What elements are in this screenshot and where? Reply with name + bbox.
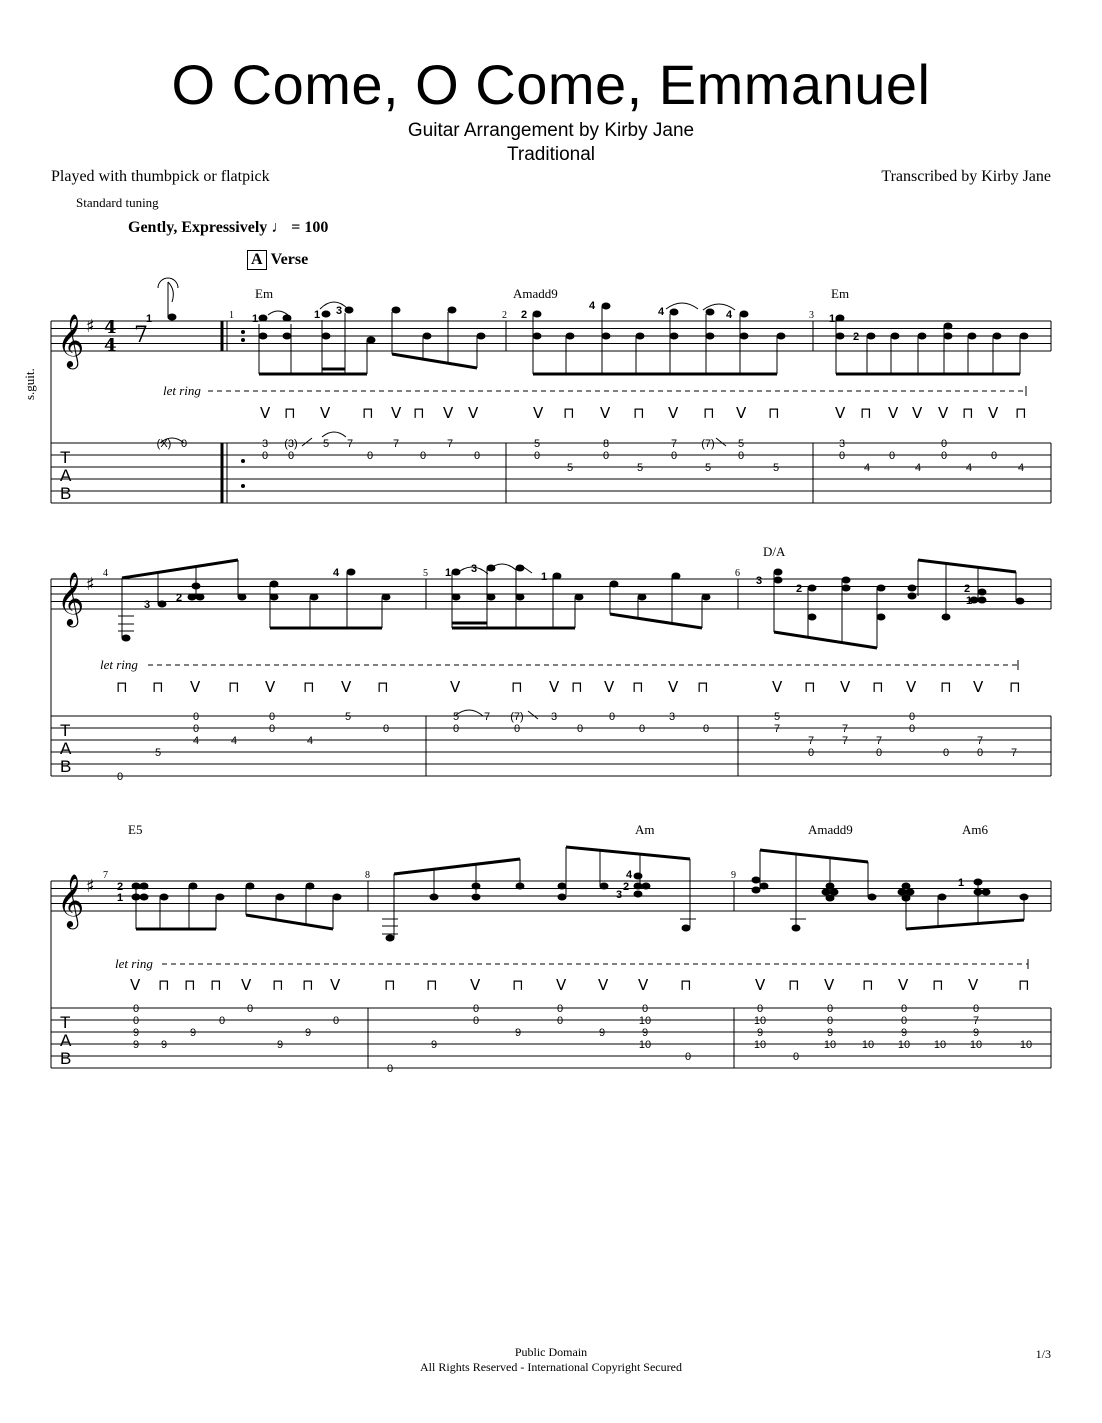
- tab-number: 5: [704, 462, 712, 474]
- svg-text:A: A: [60, 739, 72, 758]
- tab-number: 5: [636, 462, 644, 474]
- measure-number: 6: [735, 568, 740, 579]
- svg-text:7: 7: [976, 735, 984, 747]
- svg-text:7: 7: [875, 735, 883, 747]
- svg-text:3: 3: [550, 711, 558, 723]
- svg-text:0: 0: [332, 1015, 340, 1027]
- svg-text:⊓: ⊓: [563, 404, 575, 422]
- chord-name: Em: [255, 286, 274, 301]
- svg-text:1: 1: [146, 313, 153, 325]
- svg-text:⊓: ⊓: [511, 678, 523, 696]
- svg-text:3: 3: [144, 599, 151, 611]
- svg-text:2: 2: [796, 583, 803, 595]
- tab-clef-icon: [60, 448, 72, 1068]
- composer: Traditional: [506, 144, 595, 165]
- svg-text:V: V: [736, 404, 747, 422]
- tab-number: 0: [737, 450, 745, 462]
- svg-text:3: 3: [756, 575, 763, 587]
- svg-text:0: 0: [976, 747, 984, 759]
- svg-text:2: 2: [176, 592, 183, 604]
- svg-text:B: B: [60, 757, 72, 776]
- svg-text:V: V: [260, 404, 271, 422]
- svg-text:0: 0: [452, 723, 460, 735]
- tab-number: (3): [284, 438, 298, 450]
- svg-text:2: 2: [521, 309, 528, 321]
- ledger-lines: [118, 616, 806, 934]
- tab-number: 0: [888, 450, 896, 462]
- svg-text:7: 7: [972, 1015, 980, 1027]
- svg-text:V: V: [549, 678, 560, 696]
- tab-number: 0: [287, 450, 295, 462]
- svg-text:0: 0: [192, 711, 200, 723]
- svg-text:1: 1: [958, 877, 965, 889]
- svg-text:9: 9: [132, 1039, 140, 1051]
- svg-text:⊓: ⊓: [962, 404, 974, 422]
- key-signature-sharp: ♯: [86, 876, 95, 897]
- svg-text:9: 9: [641, 1027, 649, 1039]
- tab-number: 3: [261, 438, 269, 450]
- svg-text:9: 9: [160, 1039, 168, 1051]
- copyright-line-1: Public Domain: [514, 1345, 588, 1359]
- copyright-line-2: All Rights Reserved - International Copyright Secured: [420, 1360, 682, 1374]
- svg-text:⊓: ⊓: [1015, 404, 1027, 422]
- tab-number: 5: [566, 462, 574, 474]
- svg-text:9: 9: [900, 1027, 908, 1039]
- svg-text:⊓: ⊓: [152, 678, 164, 696]
- measure-number: 2: [502, 310, 507, 321]
- tab-number: 0: [990, 450, 998, 462]
- eighth-rest-icon: 7: [134, 323, 148, 348]
- tab-number: 0: [261, 450, 269, 462]
- svg-text:V: V: [604, 678, 615, 696]
- svg-text:⊓: ⊓: [302, 976, 314, 994]
- chord-name: D/A: [763, 544, 786, 559]
- svg-text:9: 9: [972, 1027, 980, 1039]
- svg-text:7: 7: [1010, 747, 1018, 759]
- svg-text:4: 4: [626, 869, 633, 881]
- page-title: O Come, O Come, Emmanuel: [171, 53, 931, 116]
- svg-text:5: 5: [154, 747, 162, 759]
- svg-text:⊓: ⊓: [362, 404, 374, 422]
- measure-number: 1: [229, 310, 234, 321]
- svg-text:V: V: [988, 404, 999, 422]
- svg-text:4: 4: [589, 300, 596, 312]
- svg-text:V: V: [638, 976, 649, 994]
- svg-text:V: V: [906, 678, 917, 696]
- tab-lines: [51, 443, 1051, 503]
- svg-text:0: 0: [908, 723, 916, 735]
- svg-text:7: 7: [483, 711, 491, 723]
- svg-text:4: 4: [726, 309, 733, 321]
- chord-name: Amadd9: [808, 822, 853, 837]
- svg-text:V: V: [470, 976, 481, 994]
- svg-text:V: V: [556, 976, 567, 994]
- svg-text:10: 10: [753, 1015, 767, 1027]
- key-signature-sharp: ♯: [86, 316, 95, 337]
- svg-text:V: V: [668, 404, 679, 422]
- svg-text:V: V: [600, 404, 611, 422]
- svg-text:⊓: ⊓: [571, 678, 583, 696]
- svg-text:⊓: ⊓: [703, 404, 715, 422]
- svg-text:V: V: [468, 404, 479, 422]
- svg-text:⊓: ⊓: [303, 678, 315, 696]
- svg-text:9: 9: [514, 1027, 522, 1039]
- svg-text:1: 1: [252, 313, 259, 325]
- tab-number: 0: [366, 450, 374, 462]
- svg-text:V: V: [391, 404, 402, 422]
- chord-name: E5: [128, 822, 143, 837]
- svg-text:5: 5: [344, 711, 352, 723]
- svg-text:⊓: ⊓: [862, 976, 874, 994]
- svg-text:0: 0: [608, 711, 616, 723]
- treble-clef-icon: 𝄞: [57, 313, 85, 367]
- svg-text:1: 1: [829, 313, 836, 325]
- svg-text:5: 5: [773, 711, 781, 723]
- svg-text:4: 4: [658, 306, 665, 318]
- svg-text:0: 0: [268, 723, 276, 735]
- chord-name: Em: [831, 286, 850, 301]
- svg-text:2: 2: [853, 331, 860, 343]
- svg-text:1: 1: [966, 595, 973, 607]
- svg-text:0: 0: [268, 711, 276, 723]
- svg-text:⊓: ⊓: [1018, 976, 1030, 994]
- time-signature-top: 4: [104, 317, 117, 338]
- tab-number: 5: [772, 462, 780, 474]
- svg-text:A: A: [60, 1031, 72, 1050]
- svg-text:V: V: [912, 404, 923, 422]
- svg-text:2: 2: [117, 881, 124, 893]
- svg-text:0: 0: [792, 1051, 800, 1063]
- let-ring-label: let ring: [115, 956, 153, 971]
- svg-text:⊓: ⊓: [860, 404, 872, 422]
- tab-number: 0: [940, 438, 948, 450]
- measure-number: 3: [809, 310, 814, 321]
- measure-number: 4: [103, 568, 108, 579]
- svg-text:5: 5: [452, 711, 460, 723]
- svg-text:T: T: [60, 448, 71, 467]
- svg-text:⊓: ⊓: [1009, 678, 1021, 696]
- tab-number: 7: [346, 438, 354, 450]
- svg-text:V: V: [840, 678, 851, 696]
- svg-text:0: 0: [116, 771, 124, 783]
- svg-text:10: 10: [638, 1039, 652, 1051]
- svg-text:9: 9: [304, 1027, 312, 1039]
- tempo-text: Gently, Expressively: [128, 219, 268, 236]
- tab-number: 0: [533, 450, 541, 462]
- tab-number: 3: [838, 438, 846, 450]
- tab-number: 7: [446, 438, 454, 450]
- svg-text:7: 7: [773, 723, 781, 735]
- tab-number: (7): [701, 438, 715, 450]
- tab-number: 4: [1017, 462, 1025, 474]
- svg-text:⊓: ⊓: [413, 404, 425, 422]
- chord-name: Am: [635, 822, 655, 837]
- tab-number: 0: [602, 450, 610, 462]
- key-signature-sharp: ♯: [86, 574, 95, 595]
- svg-text:7: 7: [807, 735, 815, 747]
- svg-text:0: 0: [132, 1015, 140, 1027]
- svg-text:0: 0: [382, 723, 390, 735]
- tab-number: 0: [940, 450, 948, 462]
- svg-text:⊓: ⊓: [184, 976, 196, 994]
- chord-name: Amadd9: [513, 286, 558, 301]
- svg-text:⊓: ⊓: [512, 976, 524, 994]
- svg-text:T: T: [60, 1013, 71, 1032]
- section-letter: A: [247, 250, 267, 270]
- svg-text:⊓: ⊓: [116, 678, 128, 696]
- svg-text:0: 0: [908, 711, 916, 723]
- svg-text:1: 1: [445, 567, 452, 579]
- section-name: Verse: [270, 251, 309, 268]
- svg-text:⊓: ⊓: [384, 976, 396, 994]
- svg-text:0: 0: [386, 1063, 394, 1075]
- svg-text:0: 0: [702, 723, 710, 735]
- tab-number: 8: [602, 438, 610, 450]
- svg-text:2: 2: [623, 881, 630, 893]
- svg-text:0: 0: [556, 1003, 564, 1015]
- svg-text:0: 0: [556, 1015, 564, 1027]
- time-signature-bottom: 4: [104, 335, 117, 356]
- svg-text:10: 10: [1019, 1039, 1033, 1051]
- tab-number: 7: [670, 438, 678, 450]
- svg-text:V: V: [241, 976, 252, 994]
- svg-text:⊓: ⊓: [940, 678, 952, 696]
- tab-number: 7: [392, 438, 400, 450]
- svg-text:0: 0: [192, 723, 200, 735]
- svg-text:0: 0: [684, 1051, 692, 1063]
- svg-text:V: V: [938, 404, 949, 422]
- svg-text:V: V: [190, 678, 201, 696]
- svg-text:⊓: ⊓: [632, 678, 644, 696]
- svg-text:10: 10: [753, 1039, 767, 1051]
- svg-text:0: 0: [641, 1003, 649, 1015]
- svg-text:0: 0: [638, 723, 646, 735]
- svg-text:4: 4: [333, 567, 340, 579]
- svg-text:10: 10: [933, 1039, 947, 1051]
- measure-number: 9: [731, 870, 736, 881]
- measure-number: 8: [365, 870, 370, 881]
- let-ring-label: let ring: [100, 657, 138, 672]
- svg-text:(7): (7): [510, 711, 524, 723]
- svg-text:⊓: ⊓: [228, 678, 240, 696]
- svg-text:V: V: [320, 404, 331, 422]
- svg-text:0: 0: [218, 1015, 226, 1027]
- performance-note: Played with thumbpick or flatpick: [51, 168, 270, 185]
- svg-text:V: V: [973, 678, 984, 696]
- svg-text:10: 10: [638, 1015, 652, 1027]
- svg-text:10: 10: [897, 1039, 911, 1051]
- repeat-dots: [241, 330, 245, 488]
- tab-number: (X): [156, 438, 172, 450]
- svg-text:V: V: [668, 678, 679, 696]
- svg-text:V: V: [835, 404, 846, 422]
- svg-text:0: 0: [826, 1015, 834, 1027]
- quarter-note-icon: ♩: [271, 219, 288, 236]
- page-number: 1/3: [1035, 1347, 1051, 1361]
- svg-text:0: 0: [900, 1015, 908, 1027]
- tab-number: 5: [322, 438, 330, 450]
- svg-text:A: A: [60, 466, 72, 485]
- svg-text:1: 1: [117, 892, 124, 904]
- svg-text:V: V: [450, 678, 461, 696]
- measure-number: 7: [103, 870, 108, 881]
- svg-text:V: V: [130, 976, 141, 994]
- svg-text:0: 0: [756, 1003, 764, 1015]
- tab-number: 4: [965, 462, 973, 474]
- svg-text:4: 4: [306, 735, 314, 747]
- svg-text:V: V: [443, 404, 454, 422]
- svg-text:⊓: ⊓: [284, 404, 296, 422]
- svg-text:10: 10: [969, 1039, 983, 1051]
- tab-number: 0: [670, 450, 678, 462]
- system-1: [51, 278, 1051, 503]
- svg-text:⊓: ⊓: [768, 404, 780, 422]
- svg-text:V: V: [265, 678, 276, 696]
- tuning: Standard tuning: [76, 195, 159, 210]
- tab-number: 4: [914, 462, 922, 474]
- tab-number: 5: [533, 438, 541, 450]
- svg-text:V: V: [888, 404, 899, 422]
- svg-text:⊓: ⊓: [788, 976, 800, 994]
- svg-text:10: 10: [823, 1039, 837, 1051]
- svg-text:⊓: ⊓: [804, 678, 816, 696]
- svg-text:2: 2: [964, 583, 971, 595]
- svg-text:0: 0: [513, 723, 521, 735]
- svg-text:V: V: [772, 678, 783, 696]
- let-ring-label: let ring: [163, 383, 201, 398]
- svg-text:T: T: [60, 721, 71, 740]
- svg-text:V: V: [598, 976, 609, 994]
- svg-text:0: 0: [875, 747, 883, 759]
- staff-lines: [51, 321, 1051, 351]
- tab-number: 0: [473, 450, 481, 462]
- svg-text:0: 0: [472, 1015, 480, 1027]
- svg-text:0: 0: [972, 1003, 980, 1015]
- svg-text:4: 4: [192, 735, 200, 747]
- svg-text:0: 0: [942, 747, 950, 759]
- svg-text:3: 3: [336, 305, 343, 317]
- tab-number: 4: [863, 462, 871, 474]
- tab-number: 0: [180, 438, 188, 450]
- svg-text:9: 9: [598, 1027, 606, 1039]
- svg-text:9: 9: [276, 1039, 284, 1051]
- svg-text:0: 0: [132, 1003, 140, 1015]
- svg-text:⊓: ⊓: [210, 976, 222, 994]
- svg-text:V: V: [330, 976, 341, 994]
- svg-text:0: 0: [246, 1003, 254, 1015]
- svg-text:⊓: ⊓: [633, 404, 645, 422]
- svg-text:7: 7: [841, 723, 849, 735]
- svg-text:V: V: [341, 678, 352, 696]
- svg-text:V: V: [968, 976, 979, 994]
- svg-text:9: 9: [756, 1027, 764, 1039]
- svg-text:⊓: ⊓: [377, 678, 389, 696]
- measure-number: 5: [423, 568, 428, 579]
- svg-text:V: V: [533, 404, 544, 422]
- svg-text:⊓: ⊓: [932, 976, 944, 994]
- svg-text:0: 0: [826, 1003, 834, 1015]
- svg-text:7: 7: [841, 735, 849, 747]
- svg-text:⊓: ⊓: [272, 976, 284, 994]
- pick-strokes: [116, 404, 1030, 994]
- svg-text:10: 10: [861, 1039, 875, 1051]
- svg-text:9: 9: [132, 1027, 140, 1039]
- svg-text:0: 0: [472, 1003, 480, 1015]
- svg-text:B: B: [60, 484, 72, 503]
- svg-text:B: B: [60, 1049, 72, 1068]
- svg-text:9: 9: [430, 1039, 438, 1051]
- svg-text:0: 0: [807, 747, 815, 759]
- svg-text:9: 9: [826, 1027, 834, 1039]
- treble-clef-icon: 𝄞: [57, 571, 85, 625]
- tab-number: 0: [419, 450, 427, 462]
- system-2: [51, 560, 1051, 776]
- svg-text:3: 3: [616, 889, 623, 901]
- svg-text:⊓: ⊓: [426, 976, 438, 994]
- tab-number: 0: [838, 450, 846, 462]
- svg-text:⊓: ⊓: [697, 678, 709, 696]
- treble-clef-icon: 𝄞: [57, 873, 85, 927]
- svg-text:V: V: [755, 976, 766, 994]
- subtitle: Guitar Arrangement by Kirby Jane: [407, 120, 695, 141]
- svg-text:V: V: [824, 976, 835, 994]
- svg-text:1: 1: [314, 309, 321, 321]
- transcriber: Transcribed by Kirby Jane: [881, 168, 1051, 185]
- svg-text:⊓: ⊓: [158, 976, 170, 994]
- svg-text:4: 4: [230, 735, 238, 747]
- svg-text:1: 1: [541, 571, 548, 583]
- chord-name: Am6: [962, 822, 988, 837]
- svg-text:⊓: ⊓: [680, 976, 692, 994]
- svg-text:9: 9: [189, 1027, 197, 1039]
- svg-text:⊓: ⊓: [872, 678, 884, 696]
- svg-text:3: 3: [471, 563, 478, 575]
- svg-text:0: 0: [900, 1003, 908, 1015]
- svg-text:3: 3: [668, 711, 676, 723]
- tempo-value: = 100: [291, 219, 329, 236]
- instrument-label: s.guit.: [22, 368, 37, 400]
- svg-text:V: V: [898, 976, 909, 994]
- svg-text:0: 0: [576, 723, 584, 735]
- tab-number: 5: [737, 438, 745, 450]
